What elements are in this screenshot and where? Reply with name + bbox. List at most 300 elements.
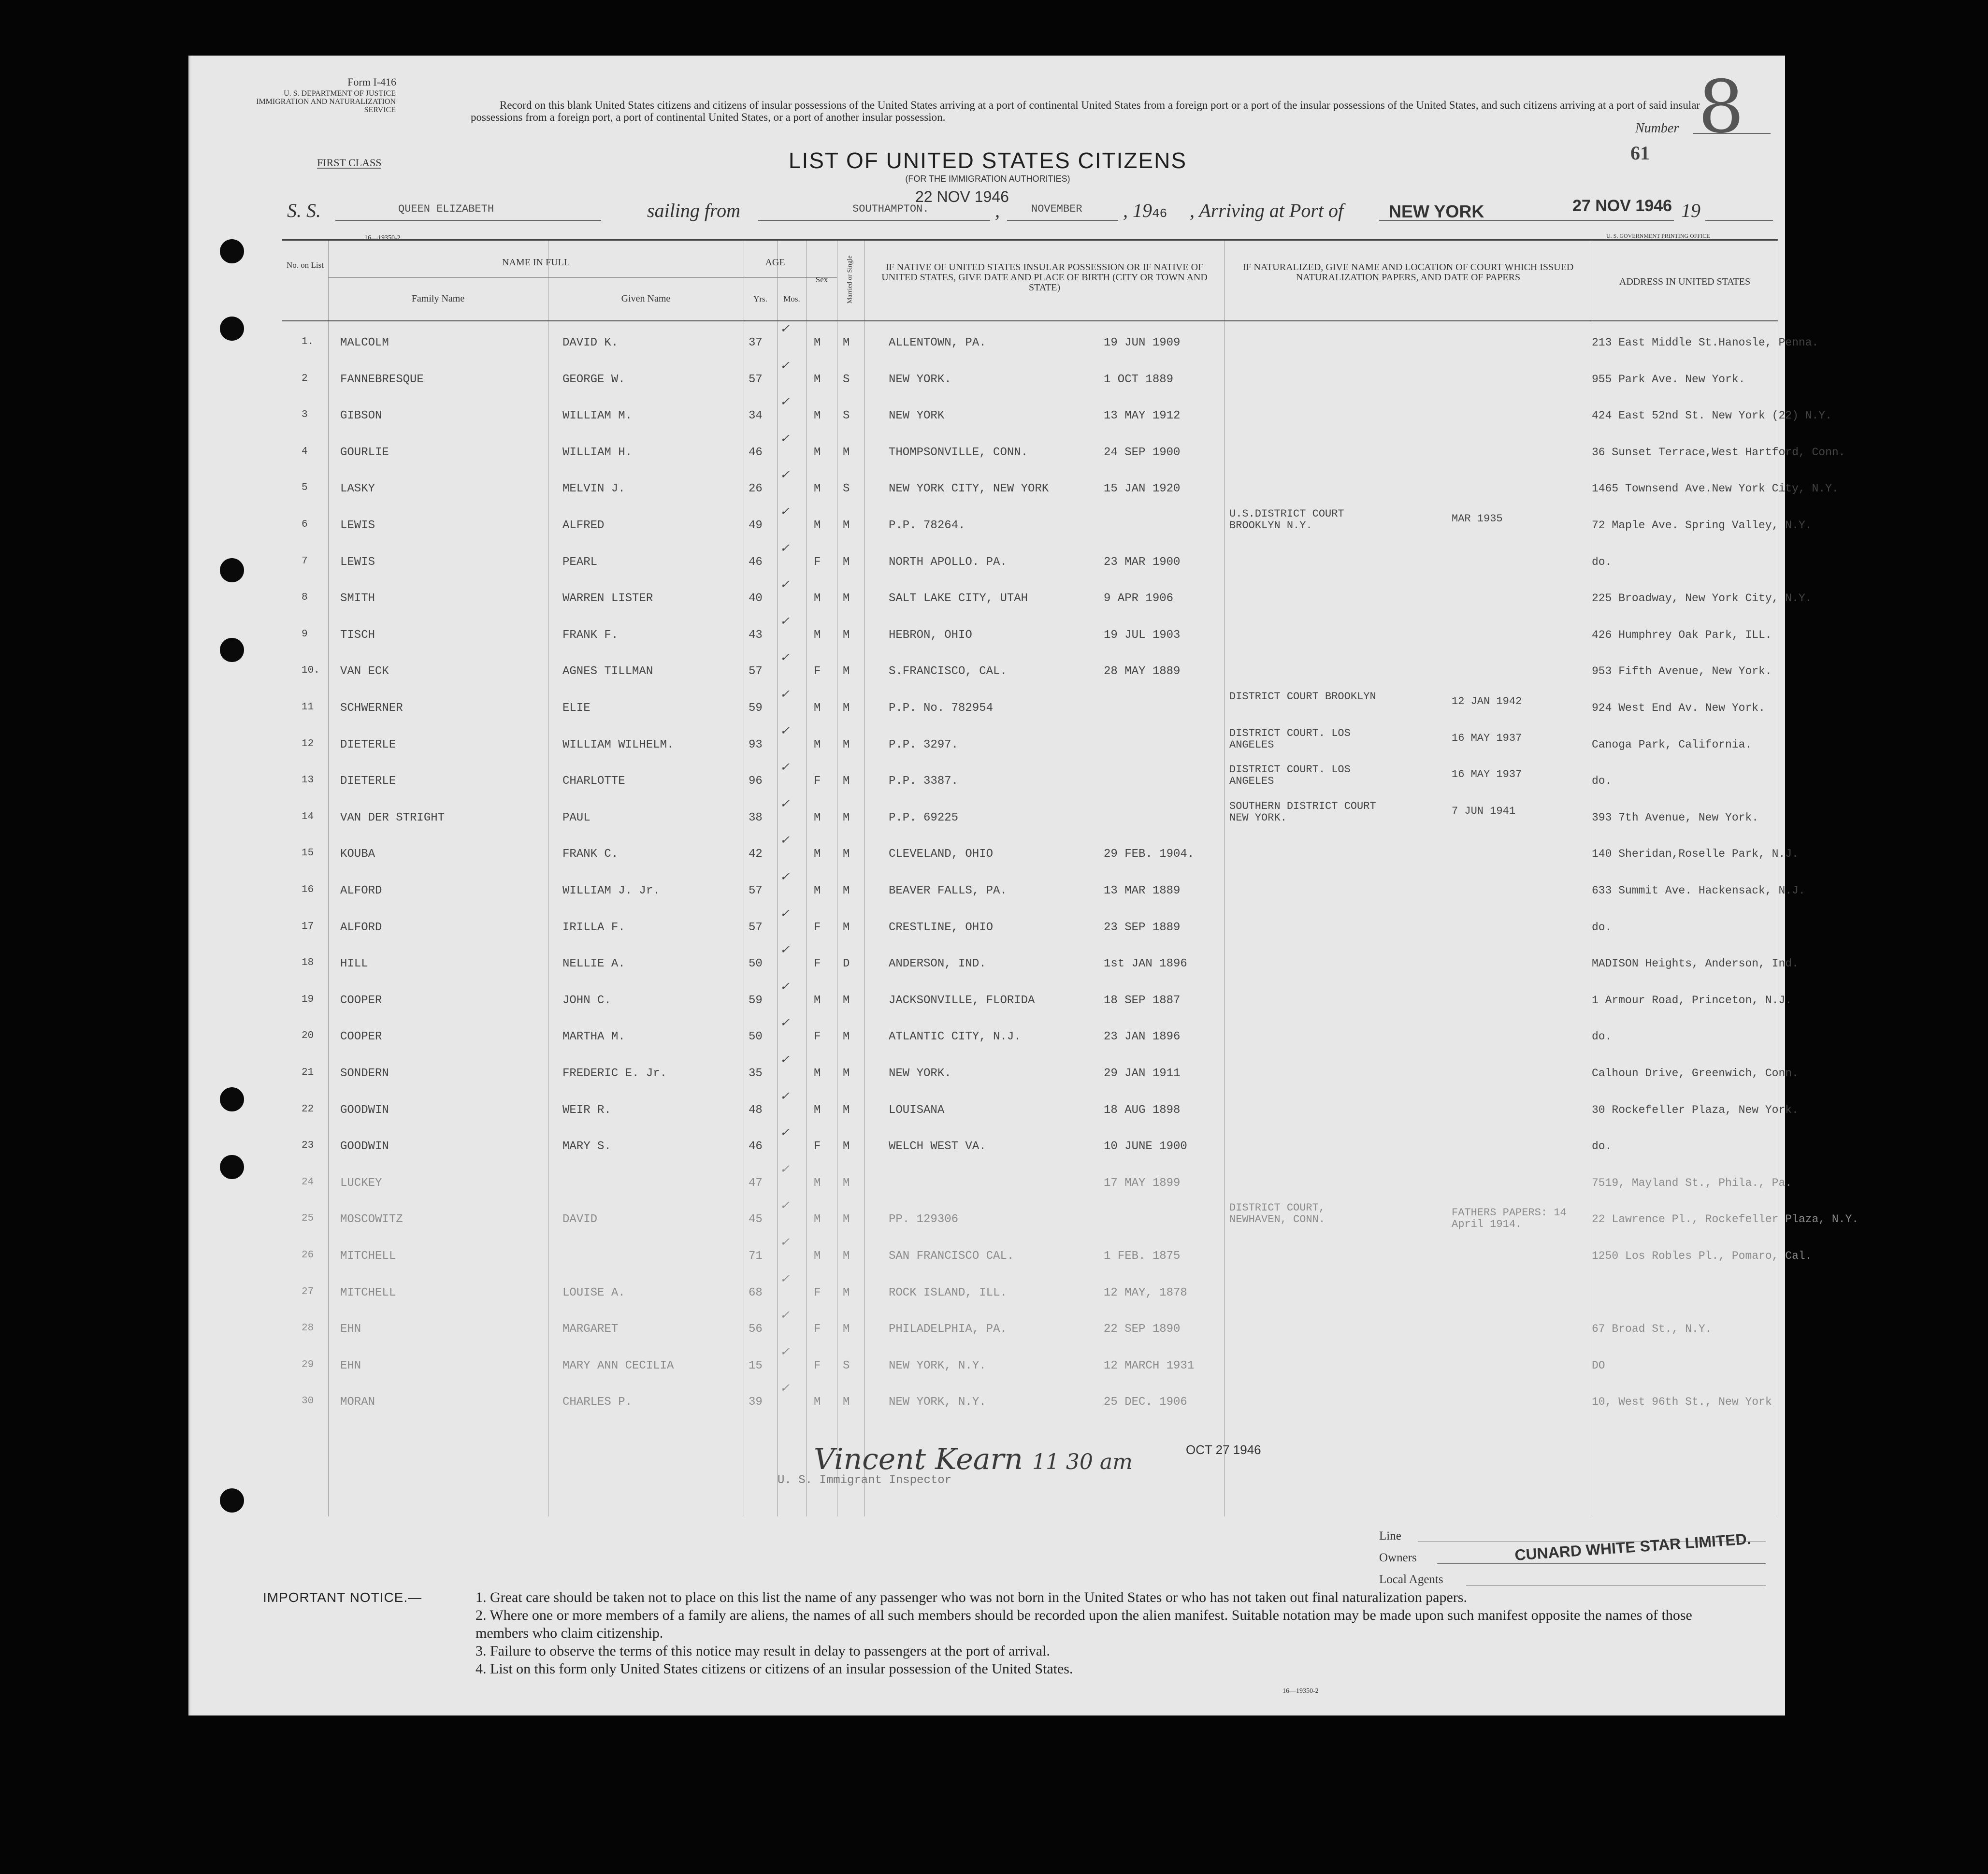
cell-court: DISTRICT COURT, NEWHAVEN, CONN. (1229, 1202, 1325, 1226)
cell-address: 1465 Townsend Ave.New York City, N.Y. (1592, 482, 1839, 495)
col-birth: IF NATIVE OF UNITED STATES INSULAR POSSESSION OR IF NATIVE OF UNITED STATES, GIVE DATE AND PLACE OF BIRTH (CITY OR TOWN AND STATE) (881, 262, 1208, 293)
cell-family-name: ALFORD (340, 921, 382, 934)
cell-given-name: CHARLES P. (562, 1396, 633, 1409)
table-row (282, 323, 1819, 360)
table-row (282, 944, 1799, 981)
cell-birth-place: P.P. 3387. (889, 775, 959, 788)
col-family-name: Family Name (411, 293, 465, 304)
cell-sex: M (814, 336, 821, 349)
cell-given-name: DAVID K. (562, 336, 619, 349)
arrival-stamp: 27 NOV 1946 (1572, 197, 1672, 215)
cell-birth-place: NEW YORK, N.Y. (889, 1396, 986, 1409)
cell-birth-date: 10 JUNE 1900 (1104, 1140, 1187, 1153)
cell-birth-place: P.P. 69225 (889, 811, 959, 824)
sailing-month: NOVEMBER (1031, 203, 1082, 215)
cell-age: 42 (749, 848, 763, 861)
check-mark-icon: ✓ (780, 506, 790, 519)
binder-hole (220, 317, 244, 341)
cell-birth-date: 29 FEB. 1904. (1104, 848, 1195, 861)
notice-item-1: 1. Great care should be taken not to place on this list the name of any passenger who was not born in the United States or who has not taken out final naturalization papers. (475, 1589, 1467, 1605)
cell-married-single: M (843, 702, 850, 715)
cell-age: 34 (749, 409, 763, 423)
cell-family-name: TISCH (340, 628, 375, 642)
year-rule (1705, 220, 1773, 221)
cell-birth-place: P.P. 3297. (889, 738, 959, 751)
cell-birth-date: 23 SEP 1889 (1104, 921, 1181, 934)
table-row (282, 1383, 1778, 1420)
cell-row-number: 10. (302, 665, 320, 677)
cell-birth-date: 29 JAN 1911 (1104, 1067, 1181, 1080)
footer-code: 16—19350-2 (1282, 1687, 1319, 1695)
cell-age: 39 (749, 1396, 763, 1409)
sailing-from: SOUTHAMPTON. (852, 203, 929, 215)
cell-row-number: 7 (302, 555, 308, 567)
cell-family-name: LASKY (340, 482, 375, 496)
check-mark-icon: ✓ (780, 615, 790, 629)
cell-row-number: 20 (302, 1030, 314, 1042)
cell-given-name: MARY S. (562, 1140, 611, 1153)
check-mark-icon: ✓ (780, 1383, 790, 1396)
check-mark-icon: ✓ (780, 469, 790, 483)
cell-birth-date: 22 SEP 1890 (1104, 1323, 1181, 1336)
cell-age: 57 (749, 921, 763, 934)
cell-given-name: ELIE (562, 702, 591, 715)
check-mark-icon: ✓ (780, 1127, 790, 1140)
cell-row-number: 25 (302, 1213, 314, 1225)
cell-address: 36 Sunset Terrace,West Hartford, Conn. (1592, 446, 1845, 459)
inspector-stamp: OCT 27 1946 (1186, 1442, 1261, 1457)
cell-married-single: M (843, 1140, 850, 1153)
dept-line-1: U. S. DEPARTMENT OF JUSTICE (284, 89, 396, 98)
cell-given-name: JOHN C. (562, 994, 611, 1007)
cell-age: 96 (749, 775, 763, 788)
cell-sex: M (814, 738, 821, 751)
sailing-label: sailing from (647, 200, 740, 221)
col-age: AGE (765, 257, 785, 268)
cell-married-single: M (843, 1396, 850, 1409)
cell-given-name: MARY ANN CECILIA (562, 1359, 674, 1372)
sailing-stamp: 22 NOV 1946 (915, 188, 1009, 205)
cell-address: Calhoun Drive, Greenwich, Conn. (1592, 1067, 1799, 1080)
cell-married-single: M (843, 921, 850, 934)
cell-sex: M (814, 702, 821, 715)
cell-sex: M (814, 373, 821, 386)
cell-given-name: FRANK C. (562, 848, 619, 861)
cell-married-single: M (843, 665, 850, 678)
cell-birth-place: CLEVELAND, OHIO (889, 848, 994, 861)
cell-given-name: DAVID (562, 1213, 598, 1226)
cell-birth-place: CRESTLINE, OHIO (889, 921, 994, 934)
cell-family-name: MALCOLM (340, 336, 389, 349)
cell-court-date: 7 JUN 1941 (1452, 805, 1516, 817)
cell-court-date: 16 MAY 1937 (1452, 768, 1522, 781)
signature: Vincent Kearn (814, 1442, 1023, 1476)
check-mark-icon: ✓ (780, 1090, 790, 1104)
arriving-label: , Arriving at Port of (1190, 200, 1344, 221)
cell-address: 30 Rockefeller Plaza, New York. (1592, 1103, 1799, 1116)
class-label: FIRST CLASS (317, 157, 382, 169)
table-row (282, 1018, 1778, 1054)
cell-sex: F (814, 1359, 821, 1372)
check-mark-icon: ✓ (780, 1346, 790, 1359)
cell-family-name: MORAN (340, 1396, 375, 1409)
check-mark-icon: ✓ (780, 871, 790, 884)
cell-given-name: WILLIAM WILHELM. (562, 738, 674, 751)
agents-rule (1466, 1585, 1766, 1586)
cell-birth-place: ROCK ISLAND, ILL. (889, 1286, 1007, 1299)
cell-married-single: M (843, 1067, 850, 1080)
table-row (282, 652, 1778, 689)
table-row (282, 469, 1839, 506)
check-mark-icon: ✓ (780, 323, 790, 336)
cell-row-number: 27 (302, 1286, 314, 1297)
signature-time: 11 30 am (1032, 1450, 1133, 1474)
cell-family-name: HILL (340, 957, 368, 971)
cell-given-name: MELVIN J. (562, 482, 625, 496)
cell-birth-place: P.P. 78264. (889, 519, 965, 532)
table-row (282, 616, 1778, 653)
check-mark-icon: ✓ (780, 835, 790, 848)
cell-family-name: GIBSON (340, 409, 382, 423)
cell-married-single: M (843, 555, 850, 569)
cell-address: do. (1592, 921, 1612, 934)
cell-family-name: ALFORD (340, 884, 382, 897)
binder-hole (220, 638, 244, 662)
cell-given-name: MARTHA M. (562, 1030, 625, 1044)
dept-line-2: IMMIGRATION AND NATURALIZATION SERVICE (256, 98, 396, 114)
cell-married-single: S (843, 482, 850, 496)
cell-given-name: WILLIAM M. (562, 409, 633, 423)
cell-row-number: 5 (302, 482, 308, 494)
line-text: Line (1379, 1529, 1401, 1542)
cell-married-single: M (843, 775, 850, 788)
col-no: No. on List (287, 260, 324, 270)
owners-stamp: CUNARD WHITE STAR LIMITED. (1514, 1529, 1752, 1564)
cell-address: 10, West 96th St., New York (1592, 1396, 1772, 1409)
cell-family-name: SCHWERNER (340, 702, 403, 715)
table-row (282, 1127, 1778, 1164)
cell-address: do. (1592, 775, 1612, 788)
cell-birth-place: SALT LAKE CITY, UTAH (889, 592, 1028, 605)
cell-birth-date: 12 MARCH 1931 (1104, 1359, 1195, 1372)
cell-address: 1250 Los Robles Pl., Pomaro, Cal. (1592, 1250, 1812, 1262)
cell-birth-place: ALLENTOWN, PA. (889, 336, 986, 349)
cell-age: 57 (749, 373, 763, 386)
cell-birth-date: 23 JAN 1896 (1104, 1030, 1181, 1044)
cell-birth-place: NEW YORK CITY, NEW YORK (889, 482, 1049, 496)
cell-address: do. (1592, 1140, 1612, 1153)
cell-sex: M (814, 446, 821, 459)
cell-birth-date: 15 JAN 1920 (1104, 482, 1181, 496)
inspector-label: U. S. Immigrant Inspector (778, 1474, 952, 1487)
check-mark-icon: ✓ (780, 1054, 790, 1067)
cell-birth-date: 18 AUG 1898 (1104, 1103, 1181, 1117)
cell-row-number: 28 (302, 1323, 314, 1334)
cell-row-number: 24 (302, 1176, 314, 1188)
page-title: LIST OF UNITED STATES CITIZENS (788, 148, 1187, 173)
cell-row-number: 6 (302, 519, 308, 530)
cell-row-number: 23 (302, 1140, 314, 1152)
cell-birth-place: WELCH WEST VA. (889, 1140, 986, 1153)
cell-family-name: GOODWIN (340, 1103, 389, 1117)
cell-row-number: 13 (302, 775, 314, 786)
cell-married-single: M (843, 1213, 850, 1226)
cell-age: 50 (749, 1030, 763, 1044)
cell-birth-place: NEW YORK (889, 409, 945, 423)
notice-item-3: 3. Failure to observe the terms of this notice may result in delay to passengers at the port of arrival. (475, 1643, 1050, 1659)
number-label: Number (1635, 121, 1679, 136)
binder-hole (220, 1155, 244, 1179)
cell-sex: M (814, 1213, 821, 1226)
cell-address: 633 Summit Ave. Hackensack, N.J. (1592, 884, 1805, 897)
cell-age: 26 (749, 482, 763, 496)
arrival-port: NEW YORK (1389, 202, 1484, 221)
notice-item-2: 2. Where one or more members of a family are aliens, the names of all such members should be recorded upon the alien manifest. Suitable notation may be made upon such manifest opposite the names of those members who claim citizenship. (475, 1607, 1692, 1641)
cell-row-number: 21 (302, 1067, 314, 1078)
cell-age: 40 (749, 592, 763, 605)
cell-sex: M (814, 1103, 821, 1117)
cell-married-single: M (843, 1323, 850, 1336)
cell-address: 22 Lawrence Pl., Rockefeller Plaza, N.Y. (1592, 1213, 1859, 1226)
cell-married-single: S (843, 1359, 850, 1372)
check-mark-icon: ✓ (780, 1163, 790, 1177)
cell-age: 59 (749, 994, 763, 1007)
cell-sex: M (814, 1250, 821, 1263)
cell-address: MADISON Heights, Anderson, Ind. (1592, 957, 1799, 970)
cell-court: DISTRICT COURT. LOS ANGELES (1229, 764, 1351, 788)
cell-address: DO (1592, 1359, 1605, 1372)
notice-list (475, 1588, 1713, 1678)
sailing-rule (758, 220, 990, 221)
cell-family-name: KOUBA (340, 848, 375, 861)
cell-sex: F (814, 957, 821, 971)
cell-birth-date: 1st JAN 1896 (1104, 957, 1187, 971)
cell-birth-date: 19 JUN 1909 (1104, 336, 1181, 349)
cell-address: 213 East Middle St.Hanosle, Penna. (1592, 336, 1819, 349)
sailing-year: , 1946 (1123, 200, 1167, 221)
cell-family-name: GOURLIE (340, 446, 389, 459)
cell-court-date: FATHERS PAPERS: 14 April 1914. (1452, 1207, 1567, 1231)
cell-age: 57 (749, 884, 763, 897)
check-mark-icon: ✓ (780, 944, 790, 958)
cell-birth-date: 13 MAR 1889 (1104, 884, 1181, 897)
cell-birth-place: NEW YORK. (889, 373, 951, 386)
table-row (282, 1200, 1859, 1237)
ss-label: S. S. (287, 200, 321, 221)
cell-birth-place: PP. 129306 (889, 1213, 959, 1226)
cell-age: 59 (749, 702, 763, 715)
table-row (282, 1163, 1792, 1201)
col-address: ADDRESS IN UNITED STATES (1619, 276, 1751, 287)
cell-married-single: M (843, 848, 850, 861)
col-yrs: Yrs. (753, 294, 767, 303)
check-mark-icon: ✓ (780, 1273, 790, 1286)
cell-married-single: M (843, 1103, 850, 1117)
check-mark-icon: ✓ (780, 542, 790, 556)
cell-row-number: 18 (302, 957, 314, 969)
cell-address: 924 West End Av. New York. (1592, 702, 1765, 714)
cell-married-single: M (843, 1250, 850, 1263)
cell-row-number: 17 (302, 921, 314, 932)
table-row (282, 980, 1792, 1018)
cell-address: 7519, Mayland St., Phila., Pa. (1592, 1176, 1792, 1189)
table-row (282, 835, 1799, 872)
cell-sex: M (814, 482, 821, 496)
cell-birth-place: HEBRON, OHIO (889, 628, 972, 642)
cell-court: DISTRICT COURT. LOS ANGELES (1229, 727, 1351, 751)
cell-sex: F (814, 1323, 821, 1336)
printer-code: 16—19350-2 (364, 234, 401, 242)
manifest-page: Form I-416 U. S. DEPARTMENT OF JUSTICE IMMIGRATION AND NATURALIZATION SERVICE FIRST CLASS Record on this blank United States citizens and citizens of insular possessions of the United States arriving at a port of continental United States from a foreign port or a port of the insular possessions of the United States, and such citizens arriving at a port of said insular possessions from a foreign port, a port of continental United States, or a port of another insular possession. Number 61 8 LIST OF UNITED STATES CITIZENS (FOR THE IMMIGRATION AUTHORITIES) S. S. QUEEN ELIZABETH sailing from SOUTHAMPTON. 22 NOV 1946 , NOVEMBER , 1946 , Arriving at Port of NEW YORK 27 NOV 1946 19 16—19350-2 U. S. GOVERNMENT PRINTING OFFICE No. on List NAME IN FULL Family Name Given Name AGE Yrs. Mos. Sex Married or Single IF NATIVE OF UNITED STATES INSULAR POSSESSION OR IF NATIVE OF UNITED STATES, GIVE DATE AND PLACE OF BIRTH (CITY OR TOWN AND STATE) IF NATURALIZED, GIVE NAME AND LOCATION OF COURT WHICH ISSUED NATURALIZATION PAPERS, AND DATE OF PAPERS ADDRESS IN UNITED STATES 1. MALCOLM DAVID K. 37 M M ALLENTOWN, PA. 19 JUN 1909 213 East Middle St.Hanosle, Penna. ✓ 2 FANNEBRESQUE GEORGE W. 57 M S NEW YORK. 1 OCT 1889 955 Park Ave. New York. ✓ 3 GIBSON WILLIAM M. 34 M S NEW YORK 13 MAY 1912 424 East 52nd St. New York (22) N.Y. ✓ 4 GOURLIE WILLIAM H. 46 M M THOMPSONVILLE, CONN. 24 SEP 1900 36 Sunset Terrace,West Hartford, Conn. ✓ 5 LASKY MELVIN J. 26 M S NEW YORK CITY, NEW YORK 15 JAN 1920 1465 Townsend Ave.New York City, N.Y. ✓ 6 LEWIS ALFRED 49 M M P.P. 78264. U.S.DISTRICT COURT BROOKLYN N.Y. MAR 1935 72 Maple Ave. Spring Valley, N.Y. ✓ 7 LEWIS PEARL 46 F M NORTH APOLLO. PA. 23 MAR 1900 do. ✓ 8 SMITH WARREN LISTER 40 M M SALT LAKE CITY, UTAH 9 APR 1906 225 Broadway, New York City, N.Y. ✓ 9 TISCH FRANK F. 43 M M HEBRON, OHIO 19 JUL 1903 426 Humphrey Oak Park, ILL. ✓ 10. VAN ECK AGNES TILLMAN 57 F M S.FRANCISCO, CAL. 28 MAY 1889 953 Fifth Avenue, New York. ✓ 11 SCHWERNER ELIE 59 M M P.P. No. 782954 DISTRICT COURT BROOKLYN 12 JAN 1942 924 West End Av. New York. ✓ 12 DIETERLE WILLIAM WILHELM. 93 M M P.P. 3297. DISTRICT COURT. LOS ANGELES 16 MAY 1937 Canoga Park, California. ✓ 13 DIETERLE CHARLOTTE 96 F M P.P. 3387. DISTRICT COURT. LOS ANGELES 16 MAY 1937 do. ✓ 14 VAN DER STRIGHT PAUL 38 M M P.P. 69225 SOUTHERN DISTRICT COURT NEW YORK. 7 JUN 1941 393 7th Avenue, New York. ✓ 15 KOUBA FRANK C. 42 M M CLEVELAND, OHIO 29 FEB. 1904. 140 Sheridan,Roselle Park, N.J. ✓ 16 ALFORD WILLIAM J. Jr. 57 M M BEAVER FALLS, PA. 13 MAR 1889 633 Summit Ave. Hackensack, N.J. ✓ 17 ALFORD IRILLA F. 57 F M CRESTLINE, OHIO 23 SEP 1889 do. ✓ 18 HILL NELLIE A. 50 F D ANDERSON, IND. 1st JAN 1896 MADISON Heights, Anderson, Ind. ✓ 19 COOPER JOHN C. 59 M M JACKSONVILLE, FLORIDA 18 SEP 1887 1 Armour Road, Princeton, N.J. ✓ 20 COOPER MARTHA M. 50 F M ATLANTIC CITY, N.J. 23 JAN 1896 do. ✓ 21 SONDERN FREDERIC E. Jr. 35 M M NEW YORK. 29 JAN 1911 Calhoun Drive, Greenwich, Conn. ✓ 22 GOODWIN WEIR R. 48 M M LOUISANA 18 AUG 1898 30 Rockefeller Plaza, New York. ✓ 23 GOODWIN MARY S. 46 F M WELCH WEST VA. 10 JUNE 1900 do. ✓ 24 LUCKEY 47 M M 17 MAY 1899 7519, Mayland St., Phila., Pa. ✓ 25 MOSCOWITZ DAVID 45 M M PP. 129306 DISTRICT COURT, NEWHAVEN, CONN. FATHERS PAPERS: 14 April 1914. 22 Lawrence Pl., Rockefeller Plaza, N.Y. ✓ 26 MITCHELL 71 M M SAN FRANCISCO CAL. 1 FEB. 1875 1250 Los Robles Pl., Pomaro, Cal. ✓ 27 MITCHELL LOUISE A. 68 F M ROCK ISLAND, ILL. 12 MAY, 1878 ✓ 28 EHN MARGARET 56 F M PHILADELPHIA, PA. 22 SEP 1890 67 Broad St., N.Y. ✓ 29 EHN MARY ANN CECILIA 15 F S NEW YORK, N.Y. 12 MARCH 1931 DO ✓ 30 MORAN CHARLES P. 39 M M NEW YORK, N.Y. 25 DEC. 1906 10, West 96th St., New York ✓ Vincent Kearn 11 30 am OCT 27 1946 U. S. Immigrant Inspector Line Owners CUNARD WHITE STAR LIMITED. Local Agents IMPORTANT NOTICE.— 1. Great care should be taken not to place on this list the name of any passenger who was not born in the United States or who has not taken out final naturalization papers. 2. Where one or more members of a family are aliens, the names of all such members should be recorded upon the alien manifest. Suitable notation may be made upon such manifest opposite the names of those members who claim citizenship. 3. Failure to observe the terms of this notice may result in delay to passengers at the port of arrival. 4. List on this form only United States citizens or citizens of an insular possession of the United States. 16—19350-2 (188, 56, 1785, 1715)
cell-birth-place: ATLANTIC CITY, N.J. (889, 1030, 1021, 1044)
cell-married-single: M (843, 1286, 850, 1299)
cell-address: 953 Fifth Avenue, New York. (1592, 665, 1772, 678)
cell-birth-date: 17 MAY 1899 (1104, 1176, 1181, 1190)
cell-birth-date: 23 MAR 1900 (1104, 555, 1181, 569)
department (248, 89, 396, 114)
table-row (282, 543, 1778, 580)
check-mark-icon: ✓ (780, 652, 790, 665)
cell-birth-place: THOMPSONVILLE, CONN. (889, 446, 1028, 459)
cell-family-name: MITCHELL (340, 1250, 396, 1263)
notice-item-4: 4. List on this form only United States citizens or citizens of an insular possession of the United States. (475, 1661, 1073, 1677)
cell-given-name: PAUL (562, 811, 591, 824)
check-mark-icon: ✓ (780, 579, 790, 592)
cell-given-name: WEIR R. (562, 1103, 611, 1117)
cell-married-single: M (843, 628, 850, 642)
cell-row-number: 4 (302, 446, 308, 457)
cell-row-number: 9 (302, 628, 308, 640)
cell-address: 72 Maple Ave. Spring Valley, N.Y. (1592, 519, 1812, 532)
cell-family-name: LUCKEY (340, 1176, 382, 1190)
cell-row-number: 11 (302, 702, 314, 713)
cell-sex: F (814, 775, 821, 788)
form-no-label: Form (347, 76, 371, 88)
cell-family-name: SONDERN (340, 1067, 389, 1080)
cell-birth-date: 1 FEB. 1875 (1104, 1250, 1181, 1263)
cell-age: 46 (749, 555, 763, 569)
cell-birth-date: 24 SEP 1900 (1104, 446, 1181, 459)
ship-rule (335, 220, 601, 221)
line-label (1379, 1529, 1401, 1543)
table-row (282, 396, 1832, 433)
cell-court-date: 16 MAY 1937 (1452, 732, 1522, 744)
cell-given-name: PEARL (562, 555, 598, 569)
cell-age: 43 (749, 628, 763, 642)
cell-married-single: M (843, 446, 850, 459)
cell-row-number: 19 (302, 994, 314, 1005)
cell-row-number: 1. (302, 336, 314, 347)
cell-age: 35 (749, 1067, 763, 1080)
cell-sex: M (814, 628, 821, 642)
cell-birth-place: ANDERSON, IND. (889, 957, 986, 971)
cell-family-name: SMITH (340, 592, 375, 605)
cell-age: 38 (749, 811, 763, 824)
cell-given-name: MARGARET (562, 1323, 619, 1336)
check-mark-icon: ✓ (780, 396, 790, 410)
binder-hole (220, 1087, 244, 1111)
table-row (282, 762, 1778, 799)
cell-sex: F (814, 921, 821, 934)
table-row (282, 908, 1778, 945)
cell-row-number: 3 (302, 409, 308, 421)
cell-sex: M (814, 592, 821, 605)
cell-address: do. (1592, 555, 1612, 568)
table-row (282, 1274, 1778, 1311)
cell-family-name: VAN DER STRIGHT (340, 811, 445, 824)
cell-age: 47 (749, 1176, 763, 1190)
cell-family-name: MOSCOWITZ (340, 1213, 403, 1226)
check-mark-icon: ✓ (780, 1017, 790, 1031)
cell-birth-place: NEW YORK, N.Y. (889, 1359, 986, 1372)
manifest-table (282, 239, 1859, 1516)
page-subtitle: (FOR THE IMMIGRATION AUTHORITIES) (905, 174, 1070, 184)
cell-sex: M (814, 409, 821, 423)
cell-birth-date: 18 SEP 1887 (1104, 994, 1181, 1007)
cell-married-single: M (843, 994, 850, 1007)
cell-address: 67 Broad St., N.Y. (1592, 1323, 1712, 1336)
check-mark-icon: ✓ (780, 689, 790, 702)
col-married: Married or Single (846, 255, 854, 304)
cell-sex: M (814, 994, 821, 1007)
form-number (300, 77, 396, 87)
arrival-year: 19 (1681, 200, 1700, 221)
cell-age: 15 (749, 1359, 763, 1372)
check-mark-icon: ✓ (780, 1237, 790, 1250)
cell-married-single: M (843, 336, 850, 349)
binder-hole (220, 1488, 244, 1513)
table-row (282, 432, 1845, 470)
binder-hole (220, 239, 244, 263)
table-row (282, 1054, 1799, 1091)
month-rule (1007, 220, 1118, 221)
table-row (282, 1310, 1778, 1347)
year-suffix: 46 (1152, 206, 1167, 221)
cell-address: do. (1592, 1030, 1612, 1043)
cell-married-single: M (843, 884, 850, 897)
cell-sex: F (814, 1030, 821, 1044)
agents-text: Local Agents (1379, 1573, 1443, 1586)
cell-court-date: MAR 1935 (1452, 513, 1503, 525)
cell-age: 93 (749, 738, 763, 751)
cell-address: 225 Broadway, New York City, N.Y. (1592, 592, 1812, 605)
cell-age: 45 (749, 1213, 763, 1226)
form-no-value: I-416 (373, 76, 396, 88)
cell-given-name: WILLIAM J. Jr. (562, 884, 660, 897)
col-sex: Sex (815, 275, 828, 284)
cell-age: 50 (749, 957, 763, 971)
cell-birth-date: 28 MAY 1889 (1104, 665, 1181, 678)
cell-address: 955 Park Ave. New York. (1592, 373, 1745, 386)
cell-age: 68 (749, 1286, 763, 1299)
col-given-name: Given Name (621, 293, 671, 304)
cell-row-number: 2 (302, 373, 308, 384)
cell-age: 37 (749, 336, 763, 349)
owners-text: Owners (1379, 1551, 1417, 1564)
cell-address: 393 7th Avenue, New York. (1592, 811, 1759, 824)
cell-family-name: VAN ECK (340, 665, 389, 678)
agents-label (1379, 1573, 1443, 1586)
cell-sex: M (814, 519, 821, 532)
cell-sex: F (814, 555, 821, 569)
cell-address: 140 Sheridan,Roselle Park, N.J. (1592, 848, 1799, 861)
cell-court: U.S.DISTRICT COURT BROOKLYN N.Y. (1229, 508, 1344, 532)
table-row (282, 1237, 1812, 1274)
table-row (282, 1090, 1799, 1128)
cell-married-single: S (843, 373, 850, 386)
cell-address: 424 East 52nd St. New York (22) N.Y. (1592, 409, 1832, 422)
cell-age: 71 (749, 1250, 763, 1263)
